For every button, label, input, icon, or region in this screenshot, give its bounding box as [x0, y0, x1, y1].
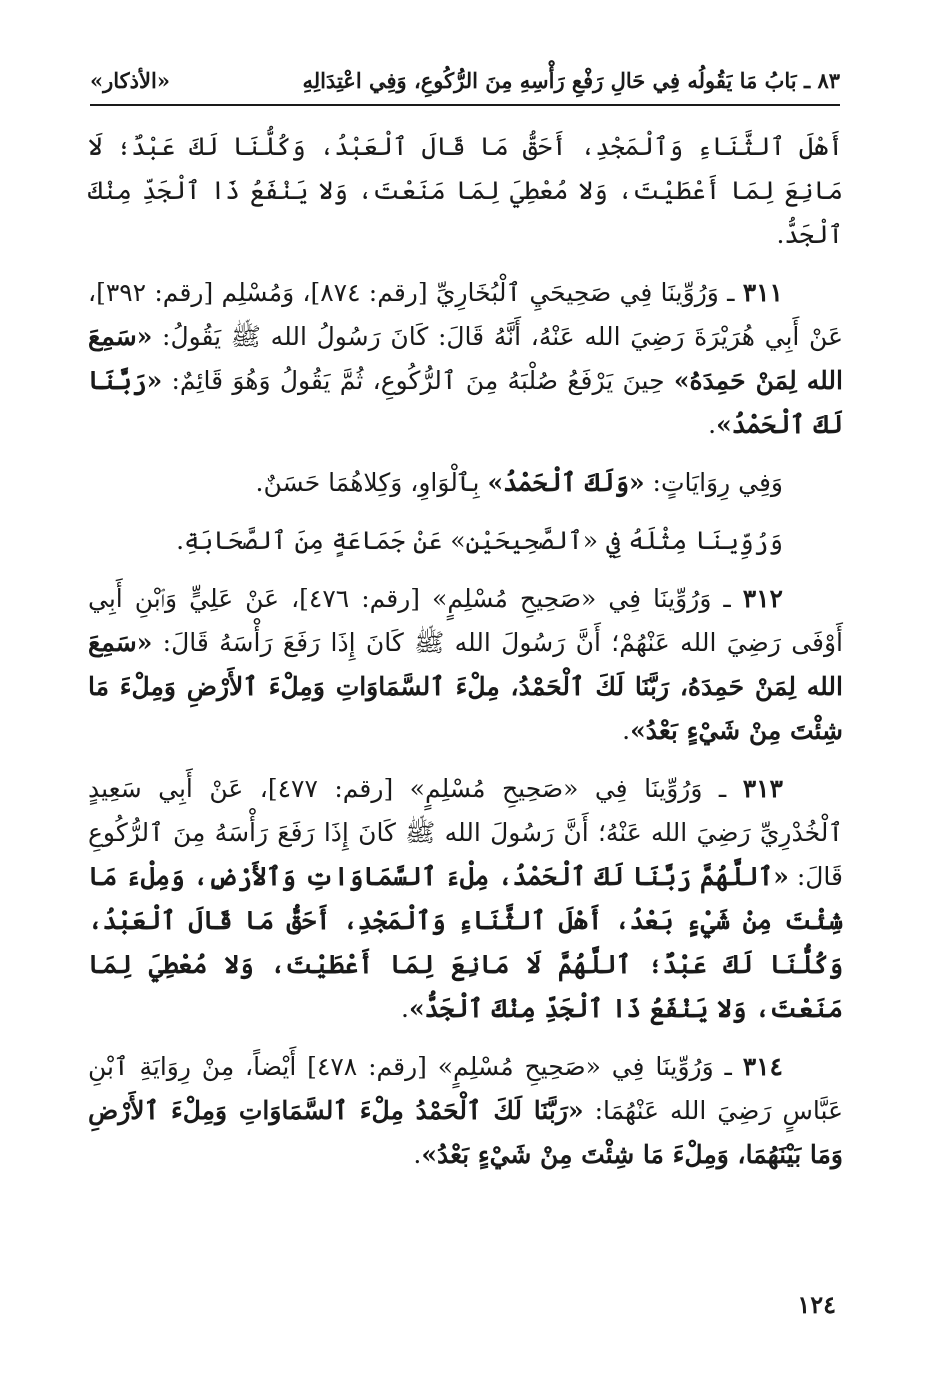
hadith-314 [88, 1045, 843, 1177]
hadith-text: . [708, 410, 717, 439]
note-text: وَفِي رِوَايَاتٍ: [644, 468, 783, 497]
note-text: وَرُوِّينَا مِثْلَهُ فِي «ٱلصَّحِيحَيْنِ» عَنْ جَمَاعَةٍ مِنَ ٱلصَّحَابَةِ. [176, 526, 783, 555]
hadith-text: حِينَ يَرْفَعُ صُلْبَهُ مِنَ ٱلرُّكُوعِ، ثُمَّ يَقُولُ وَهُوَ قَائِمٌ: [162, 366, 674, 395]
hadith-number: ٣١٣ [742, 774, 783, 803]
hadith-number: ٣١٤ [742, 1052, 783, 1081]
hadith-text: . [622, 716, 631, 745]
note-sahihayn [88, 519, 843, 563]
note-text: بِٱلْوَاوِ، وَكِلاهُمَا حَسَنٌ. [255, 468, 488, 497]
hadith-text: ـ وَرُوِّينَا فِي «صَحِيحِ مُسْلِمٍ» [رقم: ٤٧٦]، عَنْ عَلِيٍّ وَٱبْنِ أَبِي أَوْفَى رَضِيَ الله عَنْهُمْ؛ أَنَّ رَسُولَ الله ﷺ كَانَ إِذَا رَفَعَ رَأْسَهُ قَالَ: [88, 584, 843, 657]
hadith-text: . [413, 1140, 422, 1169]
hadith-quote: «ٱللَّهُمَّ رَبَّنَا لَكَ ٱلْحَمْدُ، مِلْءَ ٱلسَّمَاوَاتِ وَٱلأَرْضِ، وَمِلْءَ مَا شِئْتَ مِنْ شَيْءٍ بَعْدُ، أَهْلَ ٱلثَّنَاءِ وَٱلْمَجْدِ، أَحَقُّ مَا قَالَ ٱلْعَبْدُ، وَكُلُّنَا لَكَ عَبْدٌ؛ ٱللَّهُمَّ لَا مَانِعَ لِمَا أَعْطَيْتَ، وَلا مُعْطِيَ لِمَا مَنَعْتَ، وَلا يَنْفَعُ ذَا ٱلْجَدِّ مِنْكَ ٱلْجَدُّ» [88, 862, 843, 1023]
hadith-text: ـ وَرُوِّينَا فِي صَحِيحَيِ ٱلْبُخَارِيِّ [رقم: ٨٧٤]، وَمُسْلِم [رقم: ٣٩٢]، عَنْ أَبِي هُرَيْرَةَ رَضِيَ الله عَنْهُ، أَنَّهُ قَالَ: كَانَ رَسُولُ الله ﷺ يَقُولُ: [88, 278, 843, 351]
chapter-title: ٨٣ ـ بَابُ مَا يَقُولُه فِي حَالِ رَفْعِ رَأْسِهِ مِنَ الرُّكُوعِ، وَفِي اعْتِدَالِهِ [302, 67, 840, 93]
page-number: ١٢٤ [797, 1290, 836, 1319]
hadith-text: ـ وَرُوِّينَا فِي «صَحِيحِ مُسْلِمٍ» [رقم: ٤٧٧]، عَنْ أَبِي سَعِيدٍ ٱلْخُدْرِيِّ رَضِيَ الله عَنْهُ؛ أَنَّ رَسُولَ الله ﷺ كَانَ إِذَا رَفَعَ رَأْسَهُ مِنَ ٱلرُّكُوعِ قَالَ: [88, 774, 843, 891]
hadith-312 [88, 577, 843, 753]
hadith-313 [88, 767, 843, 1031]
hadith-quote: «سَمِعَ الله لِمَنْ حَمِدَهُ، رَبَّنَا لَكَ ٱلْحَمْدُ، مِلْءَ ٱلسَّمَاوَاتِ وَمِلْءَ ٱلأَرْضِ وَمِلْءَ مَا شِئْتَ مِنْ شَيْءٍ بَعْدُ» [88, 628, 843, 745]
hadith-text: . [400, 994, 409, 1023]
hadith-quote: «سَمِعَ الله لِمَنْ حَمِدَهُ» [88, 322, 843, 395]
hadith-quote: «رَبَّنَا لَكَ ٱلْحَمْدُ» [88, 366, 843, 439]
running-header [90, 62, 840, 106]
hadith-number: ٣١٢ [742, 584, 783, 613]
paragraph-continuation [88, 125, 843, 257]
hadith-quote: «رَبَّنَا لَكَ ٱلْحَمْدُ مِلْءَ ٱلسَّمَاوَاتِ وَمِلْءَ ٱلأَرْضِ وَمَا بَيْنَهُمَا، وَمِلْءَ مَا شِئْتَ مِنْ شَيْءٍ بَعْدُ» [88, 1096, 843, 1169]
body-text [88, 125, 843, 1191]
hadith-text: ـ وَرُوِّينَا فِي «صَحِيحِ مُسْلِمٍ» [رقم: ٤٧٨] أَيْضاً، مِنْ رِوَايَةِ ٱبْنِ عَبَّاسٍ رَضِيَ الله عَنْهُمَا: [88, 1052, 843, 1125]
note-riwayat [88, 461, 843, 505]
hadith-number: ٣١١ [742, 278, 783, 307]
book-title: «الأذكار» [90, 67, 170, 93]
hadith-311 [88, 271, 843, 447]
note-quote: «وَلَكَ ٱلْحَمْدُ» [487, 468, 645, 497]
paragraph-text: أَهْلَ ٱلثَّنَاءِ وَٱلْمَجْدِ، أَحَقُّ مَا قَالَ ٱلْعَبْدُ، وَكُلُّنَا لَكَ عَبْدٌ؛ لَا مَانِعَ لِمَا أَعْطَيْتَ، وَلا مُعْطِيَ لِمَا مَنَعْتَ، وَلا يَنْفَعُ ذَا ٱلْجَدِّ مِنْكَ ٱلْجَدُّ. [88, 132, 843, 249]
